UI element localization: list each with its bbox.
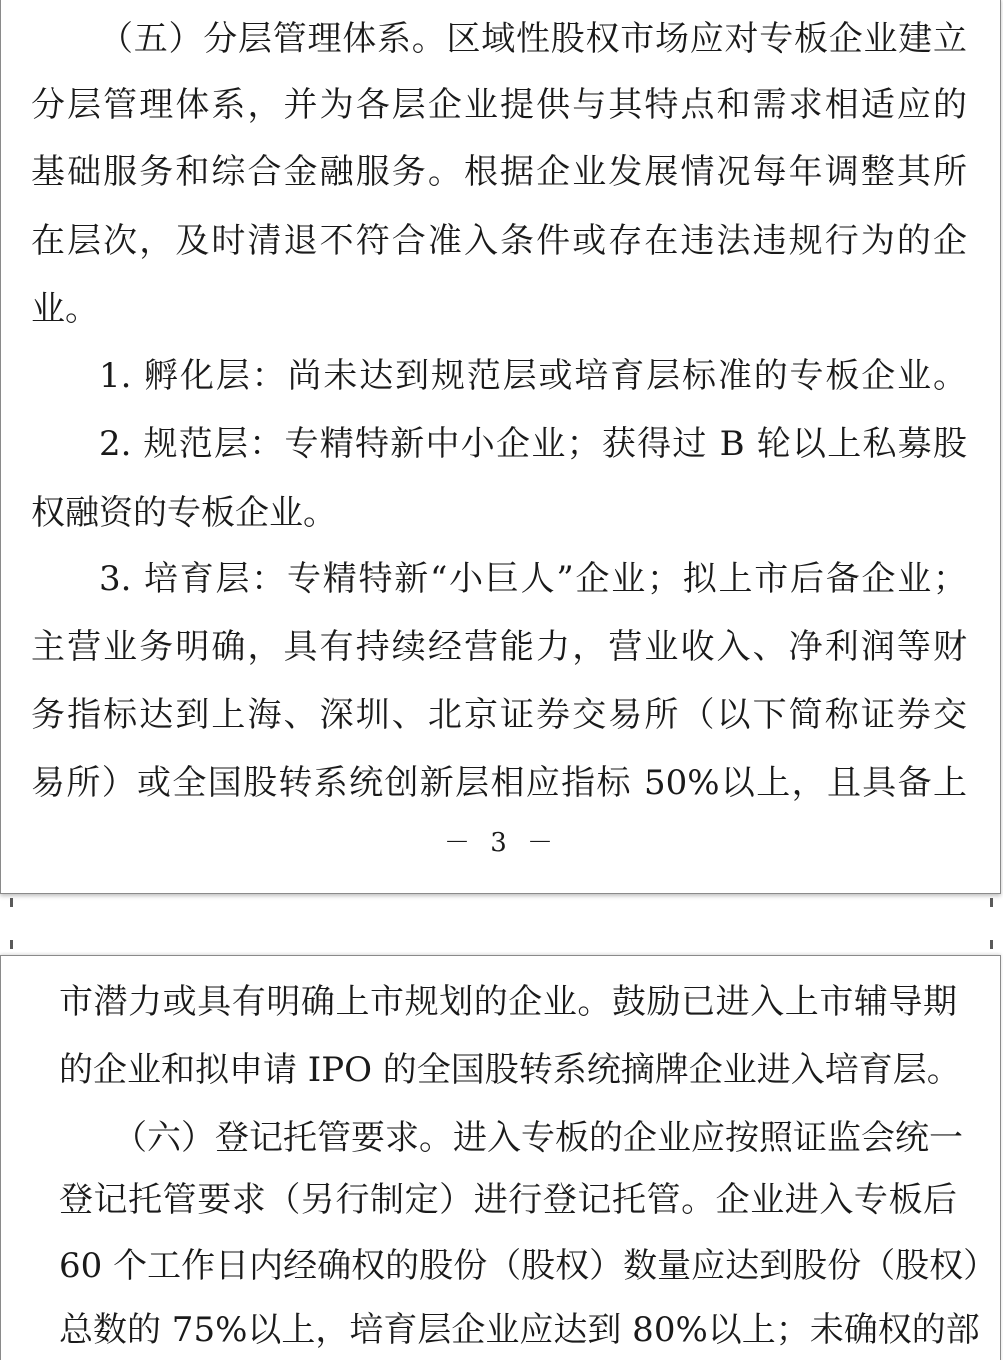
- list-item-incubation-layer: 1. 孵化层：尚未达到规范层或培育层标准的专板企业。: [99, 356, 967, 396]
- page-gap-marker: [10, 898, 13, 907]
- paragraph-line: 60 个工作日内经确权的股份（股权）数量应达到股份（股权）: [59, 1246, 998, 1286]
- document-page-4: [0, 955, 1001, 1360]
- paragraph-line: （五）分层管理体系。区域性股权市场应对专板企业建立: [99, 19, 967, 59]
- paragraph-line: 主营业务明确，具有持续经营能力，营业收入、净利润等财: [31, 627, 967, 667]
- paragraph-line: （六）登记托管要求。进入专板的企业应按照证监会统一: [113, 1118, 963, 1158]
- paragraph-line: 在层次，及时清退不符合准入条件或存在违法违规行为的企: [31, 221, 967, 261]
- paragraph-line: 务指标达到上海、深圳、北京证券交易所（以下简称证券交: [31, 695, 967, 735]
- paragraph-line: 基础服务和综合金融服务。根据企业发展情况每年调整其所: [31, 152, 967, 192]
- page-gap-marker: [990, 898, 993, 907]
- page-gap-marker: [10, 940, 13, 949]
- paragraph-line: 易所）或全国股转系统创新层相应指标 50%以上，且具备上: [31, 763, 967, 803]
- list-item-standard-layer: 2. 规范层：专精特新中小企业；获得过 B 轮以上私募股: [99, 424, 967, 464]
- paragraph-line: 权融资的专板企业。: [31, 493, 337, 533]
- page-number: － 3 －: [443, 828, 560, 858]
- paragraph-line: 市潜力或具有明确上市规划的企业。鼓励已进入上市辅导期: [59, 982, 957, 1022]
- paragraph-line: 业。: [31, 289, 99, 329]
- paragraph-line: 的企业和拟申请 IPO 的全国股转系统摘牌企业进入培育层。: [59, 1050, 961, 1090]
- list-item-cultivation-layer: 3. 培育层：专精特新“小巨人”企业；拟上市后备企业；: [99, 559, 967, 599]
- paragraph-line: 分层管理体系，并为各层企业提供与其特点和需求相适应的: [31, 85, 967, 125]
- paragraph-line: 总数的 75%以上，培育层企业应达到 80%以上；未确权的部: [59, 1310, 980, 1350]
- paragraph-line: 登记托管要求（另行制定）进行登记托管。企业进入专板后: [59, 1180, 957, 1220]
- page-gap-marker: [990, 940, 993, 949]
